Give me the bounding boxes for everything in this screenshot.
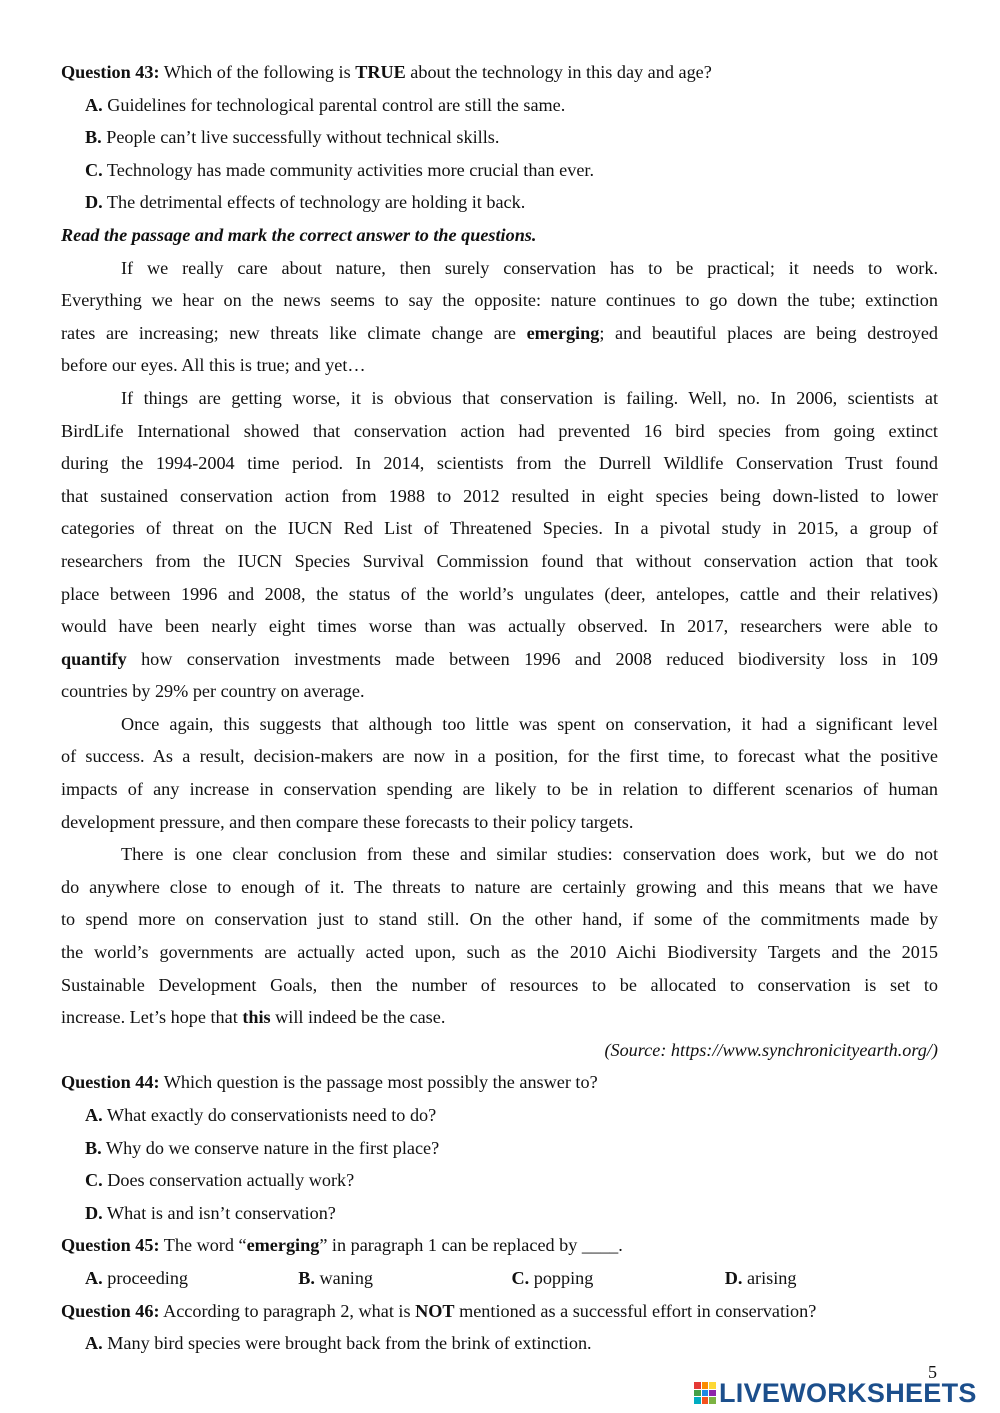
logo-text: LIVEWORKSHEETS <box>719 1377 977 1408</box>
liveworksheets-logo[interactable] <box>694 1377 977 1408</box>
question-43-option-c[interactable]: C. Technology has made community activities more crucial than ever. <box>85 159 595 180</box>
passage-paragraph-3: Once again, this suggests that although too little was spent on conservation, it had a significant level of success. As a result, decision-makers are now in a position, for the first time, to forecast what the positive impacts of any increase in conservation spending are likely to be in relation to different scenarios of human development pressure, and then compare these forecasts to their policy targets. <box>61 713 938 832</box>
highlighted-word-this: this <box>242 1007 271 1028</box>
question-43-stem: Question 43: Which of the following is TRUE about the technology in this day and age? <box>61 62 712 82</box>
passage-paragraph-4: There is one clear conclusion from these and similar studies: conservation does work, but we do not do anywhere close to enough of it. The threats to nature are certainly growing and this means that we have to spend more on conservation just to stand still. On the other hand, if some of the commitments made by the world’s governments are actually acted upon, such as the 2010 Aichi Biodiversity Targets and the 2015 Sustainable Development Goals, then the number of resources to be allocated to conservation is set to increase. Let’s hope that this will indeed be the case. <box>61 844 938 1028</box>
question-44-option-a[interactable]: A. What exactly do conservationists need to do? <box>85 1105 437 1125</box>
question-label: Question 46: <box>61 1300 160 1321</box>
question-label: Question 44: <box>61 1072 160 1093</box>
question-44-option-d[interactable]: D. What is and isn’t conservation? <box>85 1202 336 1223</box>
highlighted-word-emerging: emerging <box>526 322 600 343</box>
question-45-option-b[interactable]: B. waning <box>298 1267 374 1288</box>
passage-paragraph-2: If things are getting worse, it is obvious that conservation is failing. Well, no. In 2006, scientists at BirdLife International showed that conservation action had prevented 16 bird species from going extinct during the 1994-2004 time period. In 2014, scientists from the Durrell Wildlife Conservation Trust found that sustained conservation action from 1988 to 2012 resulted in eight species being down-listed to lower categories of threat on the IUCN Red List of Threatened Species. In a pivotal study in 2015, a group of researchers from the IUCN Species Survival Commission found that without conservation action that took place between 1996 and 2008, the status of the world’s ungulates (deer, antelopes, cattle and their relatives) would have been nearly eight times worse than was actually observed. In 2017, researchers were able to quantify how conservation investments made between 1996 and 2008 reduced biodiversity loss in 109 countries by 29% per country on average. <box>61 387 938 702</box>
question-45-options <box>61 1262 938 1295</box>
reading-instruction: Read the passage and mark the correct answer to the questions. <box>61 224 537 245</box>
question-46-stem: Question 46: According to paragraph 2, what is NOT mentioned as a successful effort in conservation? <box>61 1300 817 1321</box>
question-43-option-d[interactable]: D. The detrimental effects of technology are holding it back. <box>85 192 526 213</box>
highlighted-word-quantify: quantify <box>61 648 127 669</box>
passage-source: (Source: https://www.synchronicityearth.org/) <box>604 1039 938 1060</box>
question-43-option-a[interactable]: A. Guidelines for technological parental control are still the same. <box>85 94 566 115</box>
question-45-option-d[interactable]: D. arising <box>724 1267 797 1288</box>
question-44-option-c[interactable]: C. Does conservation actually work? <box>85 1170 355 1191</box>
liveworksheets-grid-icon <box>694 1382 716 1404</box>
question-45-stem: Question 45: The word “emerging” in paragraph 1 can be replaced by ____. <box>61 1235 623 1256</box>
worksheet-page <box>61 56 938 1360</box>
question-44-stem: Question 44: Which question is the passage most possibly the answer to? <box>61 1072 598 1093</box>
question-45-option-c[interactable]: C. popping <box>511 1267 594 1288</box>
question-label: Question 43: <box>61 62 160 82</box>
question-46-option-a[interactable]: A. Many bird species were brought back from the brink of extinction. <box>85 1333 592 1354</box>
page-number: 5 <box>928 1362 937 1382</box>
question-43-option-b[interactable]: B. People can’t live successfully without technical skills. <box>85 127 500 148</box>
passage-paragraph-1: If we really care about nature, then surely conservation has to be practical; it needs to work. Everything we hear on the news seems to say the opposite: nature continues to go down the tube; extinction rates are increasing; new threats like climate change are emerging; and beautiful places are being destroyed before our eyes. All this is true; and yet… <box>61 257 939 376</box>
question-45-option-a[interactable]: A. proceeding <box>85 1267 189 1288</box>
question-label: Question 45: <box>61 1235 160 1256</box>
question-44-option-b[interactable]: B. Why do we conserve nature in the first place? <box>85 1137 440 1158</box>
